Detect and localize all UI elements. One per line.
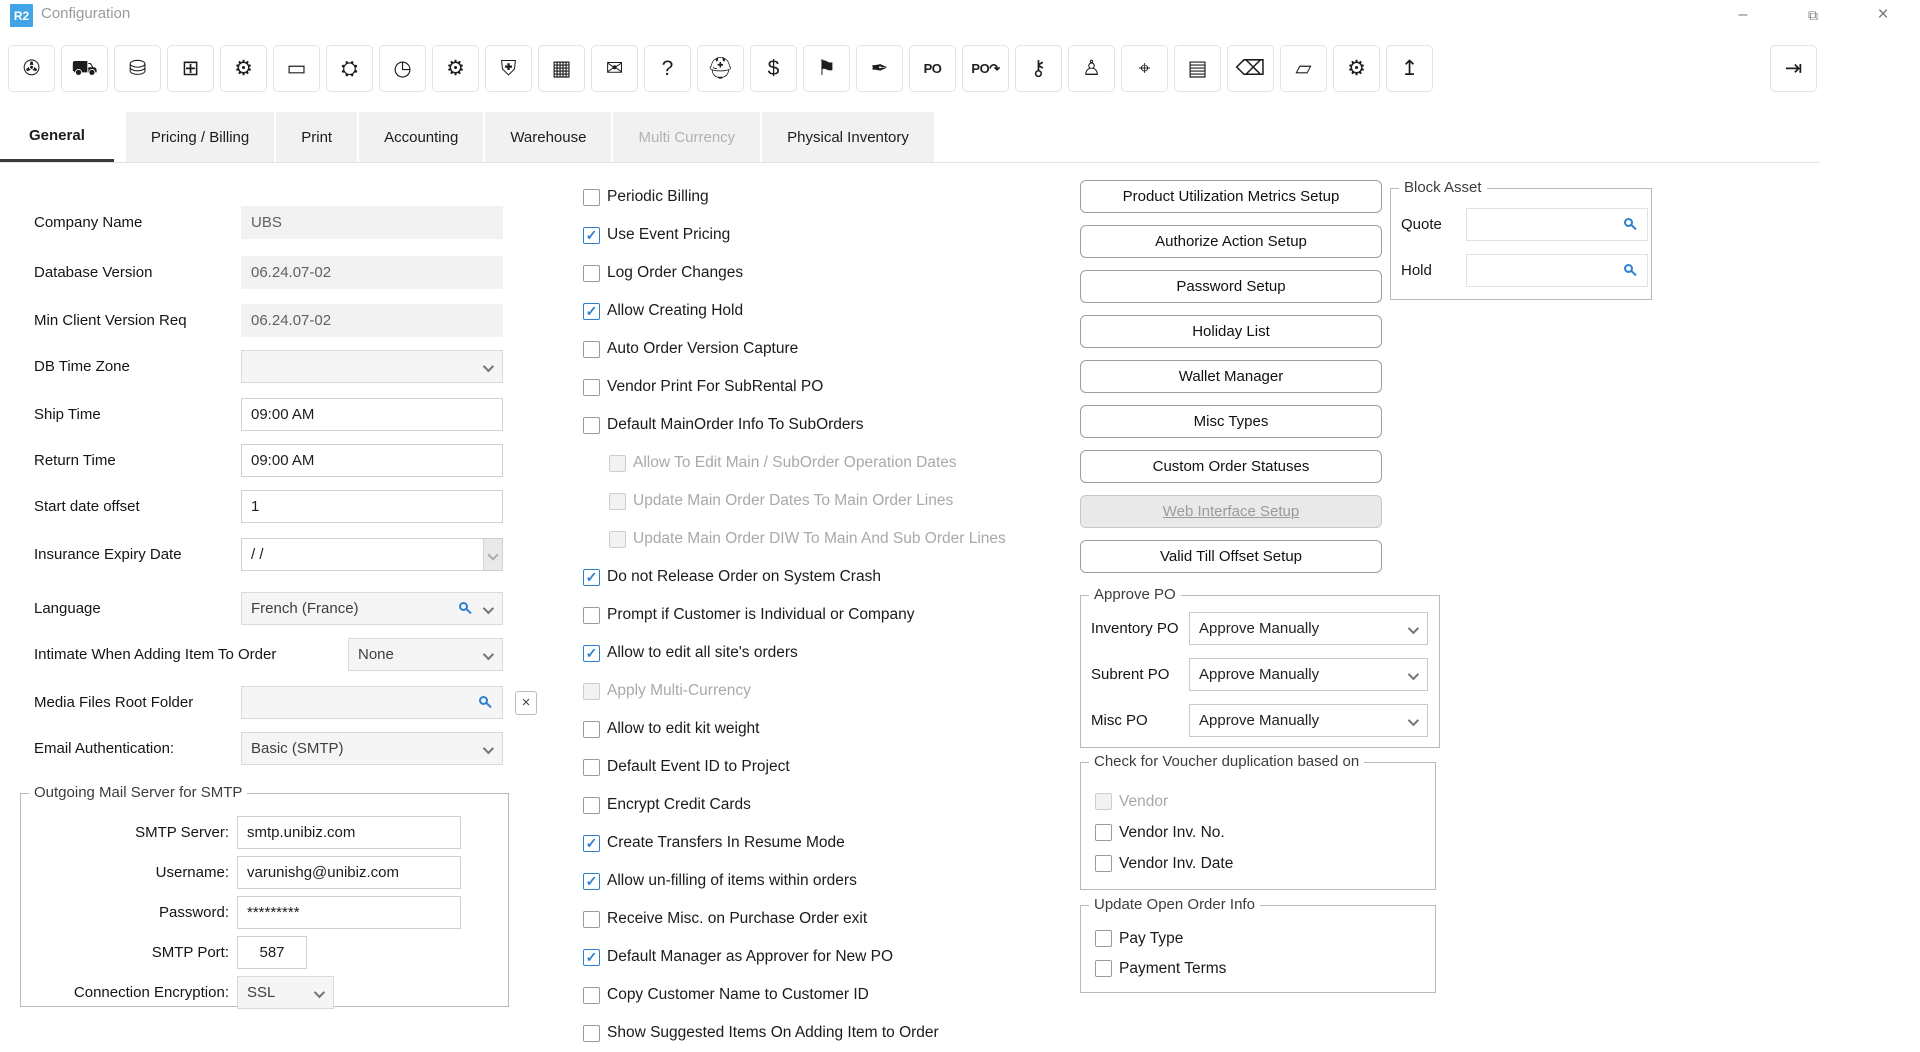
search-icon[interactable] <box>1624 264 1633 273</box>
paintbrush-icon[interactable]: ✒ <box>856 45 903 92</box>
document-settings-icon[interactable]: ⚙ <box>220 45 267 92</box>
start-date-offset-row <box>34 490 503 523</box>
chevron-down-icon <box>1408 623 1419 634</box>
approve-po-group <box>1080 586 1440 748</box>
calendar-forward-icon[interactable]: ▦ <box>538 45 585 92</box>
file-settings-icon[interactable]: ⚙ <box>432 45 479 92</box>
checkbox-auto-order-version-capture[interactable]: Auto Order Version Capture <box>583 330 1073 368</box>
smtp-username-input[interactable]: varunishg@unibiz.com <box>237 856 461 889</box>
smtp-encryption-label: Connection Encryption: <box>73 984 229 1001</box>
checkbox-vendor-print-subrental-po[interactable]: Vendor Print For SubRental PO <box>583 368 1073 406</box>
checkbox-voucher-vendor-inv-date[interactable]: Vendor Inv. Date <box>1095 855 1435 872</box>
hard-hat-icon[interactable]: ⛑ <box>697 45 744 92</box>
company-name-row <box>34 206 503 239</box>
company-name-label: Company Name <box>34 214 143 231</box>
database-version-value: 06.24.07-02 <box>241 256 503 289</box>
checkbox[interactable] <box>609 455 626 472</box>
quote-label: Quote <box>1401 215 1442 233</box>
smtp-password-label: Password: <box>158 904 229 921</box>
chevron-down-icon <box>1408 715 1419 726</box>
ship-time-label: Ship Time <box>34 406 101 423</box>
product-utilization-metrics-setup-button[interactable]: Product Utilization Metrics Setup <box>1080 180 1382 213</box>
flag-icon[interactable]: ⚑ <box>803 45 850 92</box>
general-options-list <box>583 178 1073 1052</box>
checkbox-log-order-changes[interactable]: Log Order Changes <box>583 254 1073 292</box>
checkbox[interactable] <box>1095 824 1112 841</box>
checkbox-voucher-vendor-inv-no[interactable]: Vendor Inv. No. <box>1095 824 1435 841</box>
company-name-input[interactable]: UBS <box>241 206 503 239</box>
checkbox-periodic-billing[interactable]: Periodic Billing <box>583 178 1073 216</box>
tab[interactable]: Warehouse <box>485 112 611 162</box>
eraser-icon[interactable]: ⌫ <box>1227 45 1274 92</box>
checkbox[interactable] <box>609 531 626 548</box>
delivery-truck-icon[interactable]: ⛟ <box>61 45 108 92</box>
checkbox-allow-edit-all-sites[interactable]: ✓ Allow to edit all site's orders <box>583 634 1073 672</box>
insurance-expiry-label: Insurance Expiry Date <box>34 546 182 563</box>
price-settings-icon[interactable]: ⛭ <box>326 45 373 92</box>
language-row <box>34 592 503 625</box>
ship-time-input[interactable]: 09:00 AM <box>241 398 503 431</box>
minimize-button[interactable]: – <box>1726 0 1760 30</box>
smtp-port-input[interactable]: 587 <box>237 936 307 969</box>
checkbox[interactable] <box>1095 855 1112 872</box>
block-asset-group <box>1390 179 1652 300</box>
smtp-server-label: SMTP Server: <box>135 824 229 841</box>
smtp-port-row <box>21 936 307 969</box>
checkbox-use-event-pricing[interactable]: ✓ Use Event Pricing <box>583 216 1073 254</box>
toolbar <box>8 45 1433 92</box>
language-label: Language <box>34 600 101 617</box>
chevron-down-icon <box>483 361 494 372</box>
key-icon[interactable]: ⚷ <box>1015 45 1062 92</box>
checkbox-allow-unfilling[interactable]: ✓ Allow un-filling of items within orders <box>583 862 1073 900</box>
checkbox-encrypt-credit-cards[interactable]: Encrypt Credit Cards <box>583 786 1073 824</box>
smtp-password-input[interactable]: ********* <box>237 896 461 929</box>
title-bar <box>0 0 1920 30</box>
smtp-password-row <box>21 896 461 929</box>
return-time-input[interactable]: 09:00 AM <box>241 444 503 477</box>
checkbox-default-event-id[interactable]: Default Event ID to Project <box>583 748 1073 786</box>
checkbox[interactable] <box>583 873 600 890</box>
db-time-zone-row <box>34 350 503 383</box>
tab[interactable]: Physical Inventory <box>762 112 934 162</box>
calculator-icon[interactable]: ⊞ <box>167 45 214 92</box>
cash-payment-icon[interactable]: ⛁ <box>114 45 161 92</box>
save-icon[interactable]: ✇ <box>8 45 55 92</box>
checkbox[interactable] <box>583 303 600 320</box>
insurance-expiry-row <box>34 538 503 571</box>
tab[interactable]: Accounting <box>359 112 483 162</box>
authorize-action-setup-button[interactable]: Authorize Action Setup <box>1080 225 1382 258</box>
maximize-button[interactable]: ⧉ <box>1796 0 1830 30</box>
toolbar-right <box>1770 45 1817 92</box>
smtp-server-row <box>21 816 461 849</box>
hold-input[interactable] <box>1466 254 1648 287</box>
checkbox[interactable] <box>583 379 600 396</box>
chevron-down-icon <box>1408 669 1419 680</box>
database-version-label: Database Version <box>34 264 153 281</box>
web-interface-setup-button[interactable]: Web Interface Setup <box>1080 495 1382 528</box>
chevron-down-icon <box>314 987 325 998</box>
logout-button[interactable] <box>1770 45 1817 92</box>
tab[interactable]: General <box>0 112 114 162</box>
misc-po-select: Misc PO Approve Manually <box>1091 704 1439 737</box>
block-asset-hold-row <box>1401 253 1648 287</box>
smtp-group-title: Outgoing Mail Server for SMTP <box>29 784 247 801</box>
intimate-row <box>34 638 503 671</box>
block-asset-quote-row <box>1401 207 1648 241</box>
checkbox-prompt-individual-company[interactable]: Prompt if Customer is Individual or Company <box>583 596 1073 634</box>
checkbox-default-mainorder-info[interactable]: Default MainOrder Info To SubOrders <box>583 406 1073 444</box>
email-auth-select[interactable]: Basic (SMTP) <box>241 732 503 765</box>
checkbox-apply-multi-currency[interactable]: Apply Multi-Currency <box>583 672 1073 710</box>
smtp-server-input[interactable]: smtp.unibiz.com <box>237 816 461 849</box>
block-asset-title: Block Asset <box>1399 179 1487 196</box>
ship-time-row <box>34 398 503 431</box>
intimate-select[interactable]: None <box>348 638 503 671</box>
checkbox-allow-edit-operation-dates[interactable]: Allow To Edit Main / SubOrder Operation Dates <box>583 444 1073 482</box>
checkbox[interactable] <box>583 189 600 206</box>
checkbox[interactable] <box>583 341 600 358</box>
checkbox[interactable] <box>583 265 600 282</box>
chevron-down-icon <box>483 603 494 614</box>
id-badge-icon[interactable]: ♙ <box>1068 45 1115 92</box>
db-time-zone-label: DB Time Zone <box>34 358 130 375</box>
return-time-row <box>34 444 503 477</box>
quote-input[interactable] <box>1466 208 1648 241</box>
checkbox[interactable] <box>583 949 600 966</box>
date-picker-button[interactable] <box>483 539 502 570</box>
min-client-version-value: 06.24.07-02 <box>241 304 503 337</box>
shield-check-icon[interactable]: ⛨ <box>485 45 532 92</box>
tab[interactable]: Print <box>276 112 357 162</box>
email-auth-label: Email Authentication: <box>34 740 175 757</box>
chevron-down-icon <box>483 649 494 660</box>
update-open-order-title: Update Open Order Info <box>1089 896 1260 913</box>
checkbox-update-main-order-dates[interactable]: Update Main Order Dates To Main Order Lines <box>583 482 1073 520</box>
media-root-row <box>34 686 537 719</box>
valid-till-offset-setup-button[interactable]: Valid Till Offset Setup <box>1080 540 1382 573</box>
clear-media-root-button[interactable]: × <box>515 691 537 715</box>
app-logo: R2 <box>10 4 33 27</box>
checkbox-create-transfers-resume[interactable]: ✓ Create Transfers In Resume Mode <box>583 824 1073 862</box>
checkbox-update-main-order-diw[interactable]: Update Main Order DIW To Main And Sub Order Lines <box>583 520 1073 558</box>
checkbox-copy-customer-name[interactable]: Copy Customer Name to Customer ID <box>583 976 1073 1014</box>
min-client-version-label: Min Client Version Req <box>34 312 187 329</box>
checkbox-receive-misc-po-exit[interactable]: Receive Misc. on Purchase Order exit <box>583 900 1073 938</box>
barcode-scanner-icon[interactable]: ⌖ <box>1121 45 1168 92</box>
document-lock-icon[interactable]: ▤ <box>1174 45 1221 92</box>
po-revert-icon[interactable]: PO↷ <box>962 45 1009 92</box>
open-folder-icon[interactable]: ▱ <box>1280 45 1327 92</box>
email-auth-row <box>34 732 503 765</box>
voucher-duplication-title: Check for Voucher duplication based on <box>1089 753 1364 770</box>
subrent-po-select: Subrent PO Approve Manually <box>1091 658 1439 691</box>
update-open-order-group <box>1080 896 1436 993</box>
export-icon[interactable]: ↥ <box>1386 45 1433 92</box>
media-root-label: Media Files Root Folder <box>34 694 194 711</box>
approve-po-title: Approve PO <box>1089 586 1181 603</box>
email-icon[interactable]: ✉ <box>591 45 638 92</box>
intimate-label: Intimate When Adding Item To Order <box>34 646 277 663</box>
page-settings-icon[interactable]: ⚙ <box>1333 45 1380 92</box>
setup-buttons <box>1080 180 1382 585</box>
language-select[interactable]: French (France) <box>241 592 503 625</box>
checkbox[interactable] <box>583 797 600 814</box>
checkbox-pay-type[interactable]: Pay Type <box>1095 930 1435 947</box>
checkbox[interactable] <box>583 569 600 586</box>
checkbox[interactable] <box>583 1025 600 1042</box>
inventory-po-select: Inventory PO Approve Manually <box>1091 612 1439 645</box>
close-button[interactable]: × <box>1866 0 1900 30</box>
checkbox-voucher-vendor[interactable]: Vendor <box>1095 793 1435 810</box>
smtp-encryption-row <box>21 976 334 1009</box>
checkbox-payment-terms[interactable]: Payment Terms <box>1095 960 1435 977</box>
dollar-tag-icon[interactable]: $ <box>750 45 797 92</box>
smtp-username-label: Username: <box>155 864 229 881</box>
database-version-row <box>34 256 503 289</box>
insurance-expiry-input[interactable]: / / <box>241 538 503 571</box>
checkbox[interactable] <box>583 607 600 624</box>
holiday-list-button[interactable]: Holiday List <box>1080 315 1382 348</box>
return-time-label: Return Time <box>34 452 116 469</box>
checkbox[interactable] <box>1095 960 1112 977</box>
checkbox[interactable] <box>583 911 600 928</box>
checkbox[interactable] <box>583 645 600 662</box>
checkbox[interactable] <box>583 683 600 700</box>
smtp-username-row <box>21 856 461 889</box>
checkbox[interactable] <box>583 417 600 434</box>
po-document-icon[interactable]: PO <box>909 45 956 92</box>
db-time-zone-select[interactable] <box>241 350 503 383</box>
search-icon[interactable] <box>479 696 488 705</box>
smtp-group <box>20 784 509 1007</box>
tab[interactable]: Multi Currency <box>613 112 760 162</box>
smtp-encryption-select[interactable]: SSL <box>237 976 334 1009</box>
search-icon[interactable] <box>1624 218 1633 227</box>
checkbox-no-release-on-crash[interactable]: ✓ Do not Release Order on System Crash <box>583 558 1073 596</box>
voucher-duplication-group <box>1080 753 1436 890</box>
password-setup-button[interactable]: Password Setup <box>1080 270 1382 303</box>
checkbox[interactable] <box>583 227 600 244</box>
start-date-offset-input[interactable]: 1 <box>241 490 503 523</box>
custom-order-statuses-button[interactable]: Custom Order Statuses <box>1080 450 1382 483</box>
logout-icon: ⇥ <box>1784 57 1803 80</box>
checkbox[interactable] <box>609 493 626 510</box>
search-icon[interactable] <box>459 602 468 611</box>
min-client-version-row <box>34 304 503 337</box>
checkbox-allow-edit-kit-weight[interactable]: Allow to edit kit weight <box>583 710 1073 748</box>
checkbox[interactable] <box>1095 793 1112 810</box>
checkbox-allow-creating-hold[interactable]: ✓ Allow Creating Hold <box>583 292 1073 330</box>
stopwatch-icon[interactable]: ◷ <box>379 45 426 92</box>
misc-types-button[interactable]: Misc Types <box>1080 405 1382 438</box>
help-document-icon[interactable]: ? <box>644 45 691 92</box>
checkbox[interactable] <box>583 835 600 852</box>
checkbox-default-manager-approver[interactable]: ✓ Default Manager as Approver for New PO <box>583 938 1073 976</box>
checkbox[interactable] <box>583 987 600 1004</box>
tab-bar <box>0 112 1820 163</box>
hold-label: Hold <box>1401 261 1432 279</box>
window-title: Configuration <box>41 5 131 22</box>
smtp-port-label: SMTP Port: <box>151 944 229 961</box>
checkbox[interactable] <box>583 721 600 738</box>
checkbox[interactable] <box>1095 930 1112 947</box>
checkbox[interactable] <box>583 759 600 776</box>
checkbox-show-suggested-items[interactable]: Show Suggested Items On Adding Item to Order <box>583 1014 1073 1052</box>
media-root-input[interactable] <box>241 686 503 719</box>
text-field-icon[interactable]: ▭ <box>273 45 320 92</box>
chevron-down-icon <box>483 743 494 754</box>
wallet-manager-button[interactable]: Wallet Manager <box>1080 360 1382 393</box>
start-date-offset-label: Start date offset <box>34 498 140 515</box>
tab[interactable]: Pricing / Billing <box>126 112 274 162</box>
